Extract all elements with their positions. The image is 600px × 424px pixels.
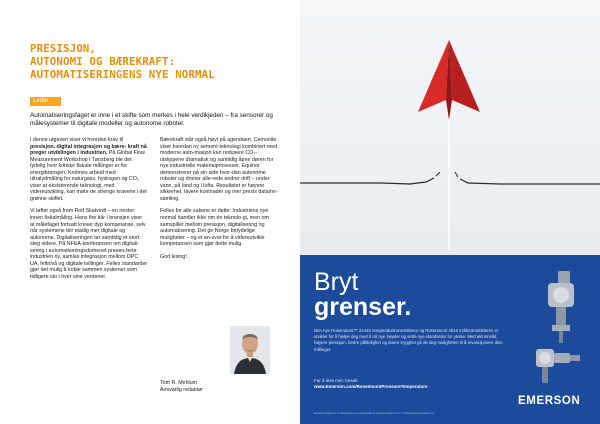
editorial-headline — [30, 42, 280, 81]
transmitter-products-icon — [522, 263, 594, 391]
cta-link[interactable]: www.Emerson.com/RosemountPressureTemperature — [314, 384, 428, 389]
editor-portrait — [230, 326, 270, 374]
editor-signature — [160, 380, 203, 393]
ad-headline-1: Bryt — [314, 268, 359, 296]
body-paragraph: Vi løfter også frem Rolf Skatvedt – en nestor innen fiskalmåling. Hans fire tiår i bransjen viser at målefaget fortsatt krever dyp kompetanse, selv når systemene blir stadig mer digitale og autonome. Digitaliseringen tar samtidig et stort steg videre. På NFEA-konferansen om digitali-sering i automatiseringsdomenet presen-terte industrien ny, samlas integrasjon mellom OPC UA, feltnivå og digitale tvillinger. Felles standarder gjør det mulig å koble sammen systemer som tidligere sto i hver sine verdener. — [30, 208, 148, 280]
body-column-2 — [160, 137, 278, 266]
section-tag: Leder — [30, 97, 61, 106]
ad-visual — [300, 0, 600, 255]
editor-title: Ansvarlig redaktør — [160, 386, 203, 393]
ad-fine-print: Emerson-logoen er et varemerke og servicemerke for Emerson Electric Co. © 2024 Emerson Electric Co. — [314, 412, 435, 415]
headline-line: AUTONOMI OG BÆREKRAFT: — [30, 55, 176, 68]
closing-line: God lesing! — [160, 253, 187, 260]
headline-line: PRESISJON, — [30, 42, 97, 55]
ad-text-band — [300, 255, 600, 424]
advertisement-page — [300, 0, 600, 424]
ad-call-to-action — [314, 378, 504, 390]
emerson-logo: EMERSON — [518, 395, 581, 407]
body-paragraph: Felles for alle sakene er dette: Industriens nye normal handler ikke om én teknolo-gi, men om samspillet mellom presisjon, digitalisering og automatisering. Det gir Norge betydelige muligheter – og et an-svar for å videreutvikle kompetansen som gjør dette mulig. — [160, 208, 269, 248]
cta-label: For å lese mer, besøk: — [314, 378, 359, 383]
editor-name: Tom R. Mehlum — [160, 380, 198, 386]
editorial-lede: Automatiseringsfaget er inne i et skifte som merkes i hele verdikjeden – fra sensorer og målesystemer til digitale modeller og autonome roboter. — [30, 112, 273, 127]
ad-body-text: Den nye Rosemount™ 3144S temperaturtransmitteren og Rosemount 4615 trykktransmitteren er utviklet for å hjelpe deg med å nå nye høyder og sette nye standarder for ytelse. Med økt innsikt, høyere presisjon, bedre pålitelighet og større trygghet gir de deg muligheten til å revolusjonere dine målinger. — [314, 328, 503, 352]
paper-plane-illustration — [300, 0, 600, 255]
portrait-illustration — [230, 326, 270, 374]
body-paragraph: Bærekraft står også høyt på agendaen. Cemonite viser hvordan ny sement-teknologi kombinert med moderne auto-masjon kan redusere CO₂-utslippene dramatisk og samtidig åpne døren for nye industrielle materialprosesser. Equinor demonstrerer på sin side hvor-dan autonome roboter og droner alle-rede endrer drift – under vann, på land og i lufta. Resultatet er høyere sikkerhet, lavere kostnader og mer presis datainn-samling. — [160, 137, 278, 202]
headline-line: AUTOMATISERINGENS NYE NORMAL — [30, 68, 215, 81]
ad-headline-2: grenser. — [314, 293, 412, 321]
body-column-1 — [30, 137, 148, 286]
body-text-bold: kraft nå preger utviklingen i industrien. — [30, 143, 147, 157]
body-text-bold: presisjon, digital integrasjon og bære- — [30, 143, 127, 150]
body-text: På Global Flow Measurement Workshop i Tønsberg ble det tydelig hvor kritiske fiskale målinger er for energibransjen. Krohnes arbeid med ultralydmåling for naturgass, hydrogen og CO₂ viser at eksisterende teknologi, med videreutvikling, kan møte de strenge kravene i det grønne skiftet. — [30, 150, 147, 202]
body-text: I denne utgaven viser vi hvordan krav til — [30, 137, 124, 143]
